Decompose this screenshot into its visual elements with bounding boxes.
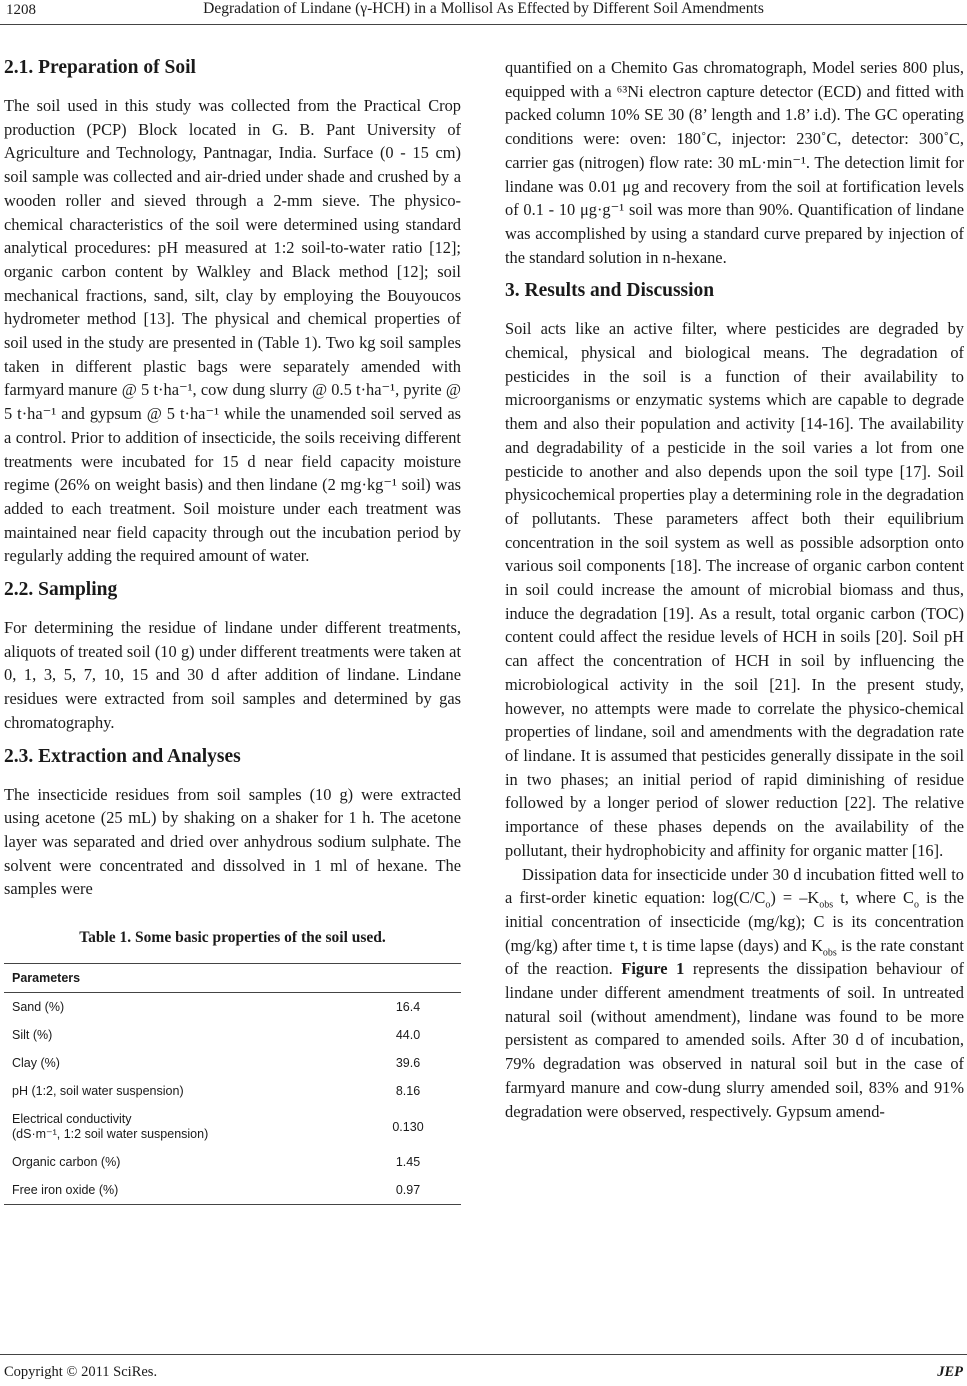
table-row	[4, 1105, 461, 1148]
section-heading-preparation: 2.1. Preparation of Soil	[4, 57, 196, 78]
table-row	[4, 993, 461, 1022]
footer-rule	[0, 1354, 967, 1355]
row-value: 39.6	[395, 1056, 421, 1071]
paragraph-extraction: The insecticide residues from soil samples (10 g) were extracted using acetone (25 mL) by shaking on a shaker for 1 h. The acetone layer was separated and dried over anhydrous sodium sulphate. The solvent were concentrated and dissolved in 1 ml of hexane. The samples were	[4, 784, 461, 899]
table-row	[4, 1021, 461, 1049]
table-row	[4, 1077, 461, 1105]
row-label-line1: Electrical conductivity	[12, 1112, 132, 1127]
text-run: t, where C	[833, 888, 914, 908]
subscript: o	[765, 899, 771, 911]
table-header-parameters: Parameters	[4, 964, 355, 993]
row-label: pH (1:2, soil water suspension)	[12, 1084, 184, 1099]
subscript: obs	[822, 946, 837, 958]
section-heading-results: 3. Results and Discussion	[505, 280, 715, 302]
section-heading-extraction: 2.3. Extraction and Analyses	[4, 745, 241, 767]
running-title: Degradation of Lindane (γ-HCH) in a Mollisol As Effected by Different Soil Amendments	[203, 0, 764, 17]
right-column	[505, 56, 964, 1123]
section-heading-sampling: 2.2. Sampling	[4, 579, 118, 601]
row-label	[4, 1105, 355, 1148]
table-row	[4, 1148, 461, 1176]
paragraph-gc-quantification: quantified on a Chemito Gas chromatograph, Model series 800 plus, equipped with a ⁶³Ni electron capture detector (ECD) and fitted with packed column 10% SE 30 (8’ length and 1.8’ i.d). The GC operating conditions were: oven: 180˚C, injector: 230˚C, detector: 300˚C, carrier gas (nitrogen) flow rate: 30 mL·min⁻¹. The detection limit for lindane was 0.01 μg and recovery from the soil at fortification levels of 0.1 - 10 μg·g⁻¹ soil was more than 90%. Quantification of lindane was accomplished by using a standard curve prepared by injection of the standard solution in n-hexane.	[505, 58, 964, 267]
table-row	[4, 1049, 461, 1077]
text-run: Dissipation data for insecticide under 30 d incubation fitted well to a first-order kinetic equation: log(C/C	[505, 864, 964, 908]
row-label: Silt (%)	[12, 1028, 53, 1043]
paragraph-results-1: Soil acts like an active filter, where pesticides are degraded by chemical, physical and biological means. The degradation of pesticides in the soil is a function of their availability to microorganisms or enzymatic systems which are capable to degrade them and also their population and activity [14-16]. The availability and degradability of a pesticide in the soil varies a lot from one pesticide to another and also depends upon the soil type [17]. Soil physicochemical properties play a determining role in the degradation of pollutants. These parameters affect both their equilibrium concentration in the soil system as well as possible adsorption onto various soil components [18]. The increase of organic carbon content in soil could increase the amount of microbial biomass and thus, induce the degradation [19]. As a result, total organic carbon (TOC) content could affect the residue levels of HCH in soils [20]. Soil pH can affect the concentration of HCH in soil by influencing the microbiological activity in the soil [21]. In the present study, however, no attempts were made to correlate the physico-chemical properties of lindane, soil and amendments with the degradation rate of lindane. It is assumed that pesticides generally dissipate in the soil in two phases; an initial period of rapid diminishing of residue followed by a longer period of slower reduction [22]. The relative importance of these phases depends on the availability of the pollutant, their hydrophobicity and affinity for organic matter [16].	[505, 319, 964, 860]
row-label: Organic carbon (%)	[12, 1155, 121, 1170]
row-value: 0.130	[392, 1119, 424, 1134]
subscript: obs	[819, 899, 834, 911]
page-number: 1208	[6, 2, 36, 18]
table-header-value	[355, 964, 461, 993]
text-run: ) = –K	[770, 888, 820, 908]
row-value: 16.4	[395, 1000, 421, 1015]
paragraph-sampling: For determining the residue of lindane under different treatments, aliquots of treated soil (10 g) under different treatments were taken at 0, 1, 3, 5, 7, 10, 15 and 30 d after addition of lindane. Lindane residues were extracted from soil samples and determined by gas chromatography.	[4, 618, 461, 732]
row-value: 0.97	[355, 1176, 461, 1205]
header-rule	[0, 24, 967, 25]
subscript: o	[913, 899, 919, 911]
table-row	[4, 1176, 461, 1205]
copyright-notice: Copyright © 2011 SciRes.	[4, 1364, 158, 1380]
soil-properties-table	[4, 963, 461, 1205]
text-run: is the rate constant of the reaction.	[505, 935, 964, 979]
text-run: is the initial concentration of insecticide (mg/kg); C is its concentration (mg/kg) after time t, t is time lapse (days) and K	[505, 888, 965, 955]
text-run: represents the dissipation behaviour of lindane under different amendment treatments of soil. In untreated natural soil (without amendment), lindane was found to be more persistent as compared to amended soils. After 30 d of incubation, 79% degradation was observed in natural soil but in the case of farmyard manure and cow-dung slurry amended soil, 83% and 91% degradation were observed, respectively. Gypsum amend-	[505, 959, 964, 1121]
left-column	[4, 56, 461, 1205]
table-header-row	[4, 964, 461, 993]
page-footer	[0, 1354, 967, 1384]
row-value: 8.16	[395, 1084, 421, 1099]
journal-abbreviation: JEP	[937, 1364, 963, 1380]
row-label: Clay (%)	[12, 1056, 60, 1071]
row-label: Sand (%)	[12, 1000, 65, 1015]
row-label: Free iron oxide (%)	[4, 1176, 355, 1205]
paragraph-preparation: The soil used in this study was collected from the Practical Crop production (PCP) Block located in G. B. Pant University of Agriculture and Technology, Pantnagar, India. Surface (0 - 15 cm) soil sample was collected and air-dried under shade and crushed by a wooden roller and sieved through a 2-mm sieve. The physico-chemical characteristics of the soil were determined using standard analytical procedures: pH measured at 1:2 soil-to-water ratio [12]; organic carbon content by Walkley and Black method [12]; soil mechanical fractions, sand, silt, clay by employing the Bouyoucos hydrometer method [13]. The physical and chemical properties of soil used in the study are presented in (Table 1). Two kg soil samples taken in different plastic bags were separately amended with farmyard manure @ 5 t·ha⁻¹, cow dung slurry @ 0.5 t·ha⁻¹, pyrite @ 5 t·ha⁻¹ and gypsum @ 5 t·ha⁻¹ while the unamended soil served as a control. Prior to addition of insecticide, the soils receiving different treatments were incubated for 15 d near field capacity moisture regime (26% on weight basis) and then lindane (2 mg·kg⁻¹ soil) was added to each treatment. Soil moisture under each treatment was maintained near field capacity through out the incubation period by regularly adding the required amount of water.	[4, 96, 461, 566]
figure-reference: Figure 1	[621, 959, 685, 979]
row-value: 44.0	[395, 1028, 421, 1043]
row-value: 1.45	[395, 1155, 421, 1170]
row-label-line2: (dS·m⁻¹, 1:2 soil water suspension)	[12, 1127, 209, 1142]
page-header	[0, 0, 967, 24]
table-caption: Table 1. Some basic properties of the soil used.	[79, 929, 386, 947]
paragraph-results-2	[505, 863, 964, 1124]
